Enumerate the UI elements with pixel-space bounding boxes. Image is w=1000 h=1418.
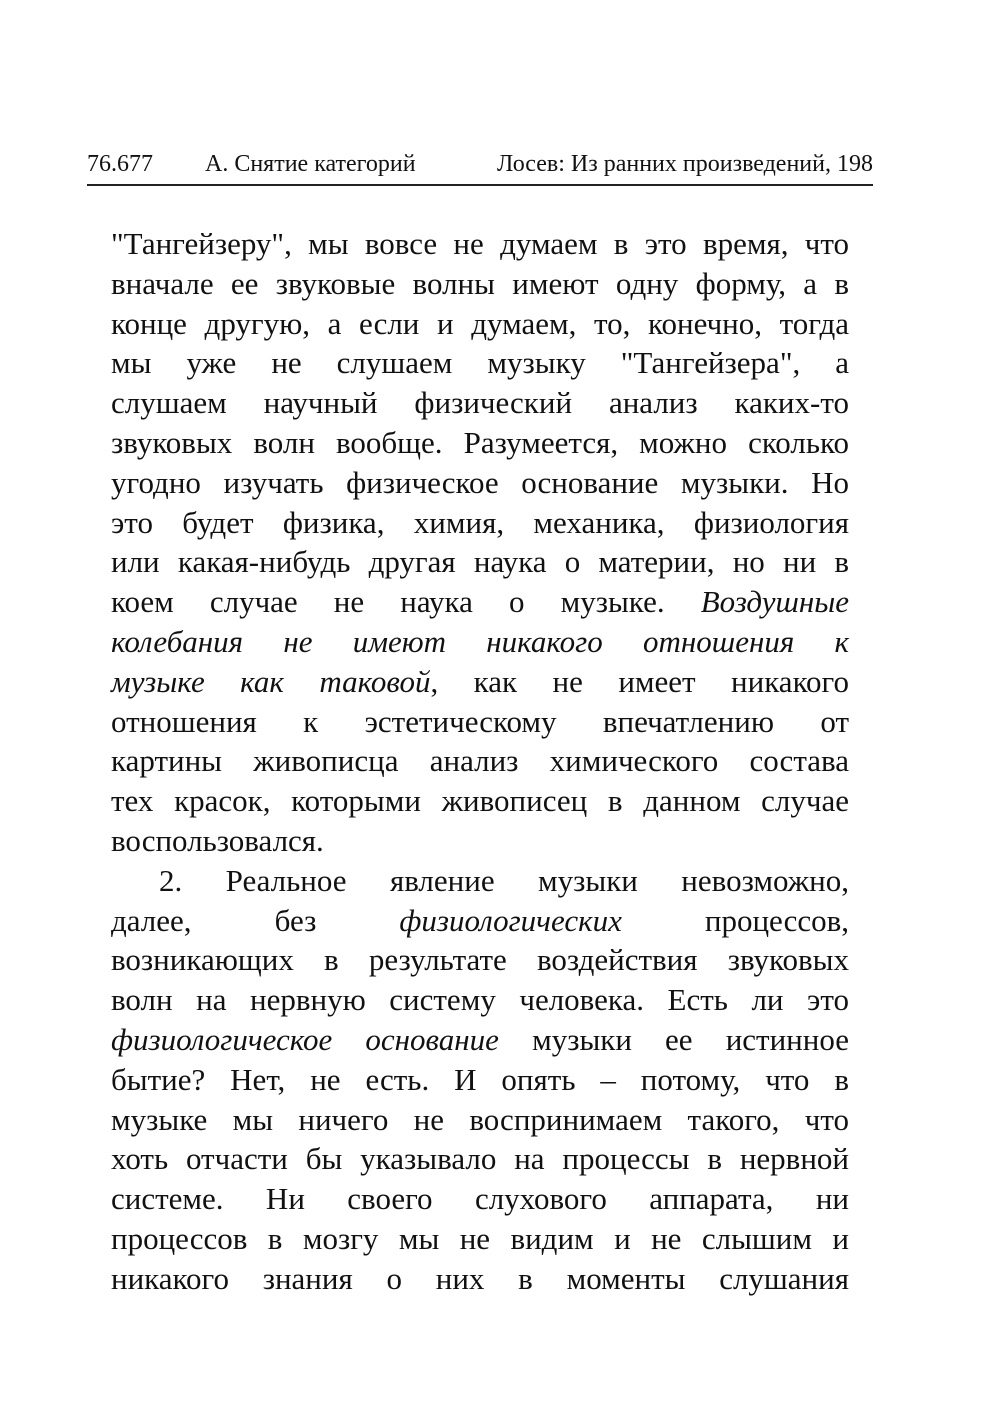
text-segment: музыки ее истинное [498, 1021, 849, 1057]
text-segment: мы уже не слушаем музыку "Тангейзера", а [111, 345, 849, 381]
text-line [111, 264, 849, 304]
text-segment: бытие? Нет, не есть. И опять – потому, что в [111, 1061, 849, 1097]
text-segment: процессов, [621, 902, 849, 938]
text-line [111, 940, 849, 980]
section-title: А. Снятие категорий [205, 151, 416, 177]
text-segment: музыке мы ничего не воспринимаем такого, что [111, 1101, 849, 1137]
italic-text: Воздушные [700, 584, 849, 620]
running-header [87, 148, 873, 180]
text-line [111, 1219, 849, 1259]
italic-text: физиологических [399, 902, 622, 938]
text-segment: процессов в мозгу мы не видим и не слышим и [111, 1220, 849, 1256]
text-segment: угодно изучать физическое основание музыки. Но [111, 464, 849, 500]
text-line [111, 1139, 849, 1179]
text-line [111, 343, 849, 383]
text-segment: возникающих в результате воздействия звуковых [111, 942, 849, 978]
text-segment: системе. Ни своего слухового аппарата, ни [111, 1181, 849, 1217]
header-rule [87, 184, 873, 186]
text-segment: воспользовался. [111, 822, 324, 858]
text-line [111, 662, 849, 702]
text-segment: слушаем научный физический анализ каких-то [111, 385, 849, 421]
text-line [111, 1060, 849, 1100]
italic-text: музыке как таковой [111, 663, 431, 699]
text-segment: отношения к эстетическому впечатлению от [111, 703, 849, 739]
text-line [111, 622, 849, 662]
text-segment: хоть отчасти бы указывало на процессы в нервной [111, 1141, 849, 1177]
italic-text: физиологическое основание [111, 1021, 499, 1057]
italic-text: колебания не имеют никакого отношения к [111, 623, 849, 659]
text-line [111, 1179, 849, 1219]
text-segment: тех красок, которыми живописец в данном случае [111, 783, 849, 819]
text-line [111, 980, 849, 1020]
text-segment: картины живописца анализ химического состава [111, 743, 849, 779]
text-line [111, 781, 849, 821]
text-line [111, 1020, 849, 1060]
text-line [111, 304, 849, 344]
source-title: Лосев: Из ранних произведений, 198 [497, 151, 873, 177]
text-segment: коем случае не наука о музыке. [111, 584, 701, 620]
text-segment: 2. Реальное явление музыки невозможно, [159, 862, 849, 898]
page-number: 76.677 [87, 151, 153, 177]
text-line [111, 224, 849, 264]
text-segment: это будет физика, химия, механика, физиология [111, 504, 849, 540]
text-segment: волн на нервную систему человека. Есть ли это [111, 982, 849, 1018]
text-segment: далее, без [111, 902, 400, 938]
text-line [111, 542, 849, 582]
body-text [111, 224, 849, 1299]
text-segment: никакого знания о них в моменты слушания [111, 1260, 849, 1296]
text-line [111, 582, 849, 622]
text-segment: , как не имеет никакого [430, 663, 849, 699]
text-line [111, 861, 849, 901]
text-line [111, 423, 849, 463]
text-line [111, 503, 849, 543]
text-line [111, 1100, 849, 1140]
text-line [111, 821, 849, 861]
text-segment: звуковых волн вообще. Разумеется, можно сколько [111, 424, 849, 460]
text-segment: или какая-нибудь другая наука о материи, но ни в [111, 544, 849, 580]
text-line [111, 383, 849, 423]
text-line [111, 463, 849, 503]
text-line [111, 741, 849, 781]
text-segment: "Тангейзеру", мы вовсе не думаем в это время, что [111, 226, 849, 261]
text-line [111, 702, 849, 742]
text-segment: вначале ее звуковые волны имеют одну форму, а в [111, 265, 849, 301]
text-line [111, 1259, 849, 1299]
text-line [111, 901, 849, 941]
text-segment: конце другую, а если и думаем, то, конечно, тогда [111, 305, 849, 341]
